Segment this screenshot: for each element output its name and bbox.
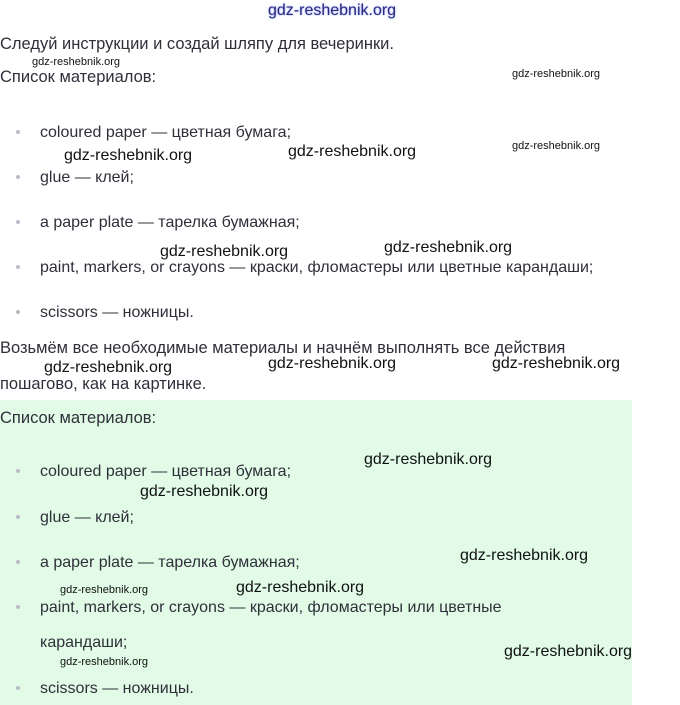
list-item-text: paint, markers, or crayons — краски, фломастеры или цветные карандаши; [40,259,594,276]
watermark: gdz-reshebnik.org [364,451,493,468]
watermark: gdz-reshebnik.org [512,68,601,80]
watermark: gdz-reshebnik.org [384,239,513,256]
watermark: gdz-reshebnik.org [288,143,417,160]
watermark: gdz-reshebnik.org [60,656,149,668]
bullet-icon [16,310,20,314]
watermark: gdz-reshebnik.org [268,355,397,372]
bullet-icon [16,265,20,269]
watermark: gdz-reshebnik.org [60,584,149,596]
answer-list-item-text: scissors — ножницы. [40,680,194,697]
answer-list-item-text: glue — клей; [40,509,134,526]
watermark: gdz-reshebnik.org [236,579,365,596]
bullet-icon [16,686,20,690]
intro-text: Следуй инструкции и создай шляпу для вечеринки. [0,35,394,53]
watermark: gdz-reshebnik.org [460,547,589,564]
watermark: gdz-reshebnik.org [512,140,601,152]
steps-text-line-1: Возьмём все необходимые материалы и начнём выполнять все действия [0,339,566,357]
list-title: Список материалов: [0,68,157,86]
list-item-text: glue — клей; [40,169,134,186]
answer-list-title: Список материалов: [0,409,157,427]
watermark: gdz-reshebnik.org [64,147,193,164]
answer-list-item-text: paint, markers, or crayons — краски, фломастеры или цветные [40,599,502,616]
bullet-icon [16,469,20,473]
bullet-icon [16,560,20,564]
watermark: gdz-reshebnik.org [492,355,621,372]
bullet-icon [16,220,20,224]
bullet-icon [16,605,20,609]
watermark: gdz-reshebnik.org [504,643,633,660]
list-item-text: scissors — ножницы. [40,304,194,321]
watermark: gdz-reshebnik.org [44,359,173,376]
bullet-icon [16,175,20,179]
steps-text-line-2: пошагово, как на картинке. [0,375,207,393]
watermark: gdz-reshebnik.org [160,243,289,260]
watermark: gdz-reshebnik.org [32,56,121,68]
bullet-icon [16,130,20,134]
answer-list-item-text: a paper plate — тарелка бумажная; [40,554,300,571]
answer-list-item-text: coloured paper — цветная бумага; [40,463,292,480]
watermark-top: gdz-reshebnik.org [268,2,397,19]
list-item-text: a paper plate — тарелка бумажная; [40,214,300,231]
bullet-icon [16,515,20,519]
watermark: gdz-reshebnik.org [140,483,269,500]
answer-list-item-text: карандаши; [40,634,128,651]
list-item-text: coloured paper — цветная бумага; [40,124,292,141]
